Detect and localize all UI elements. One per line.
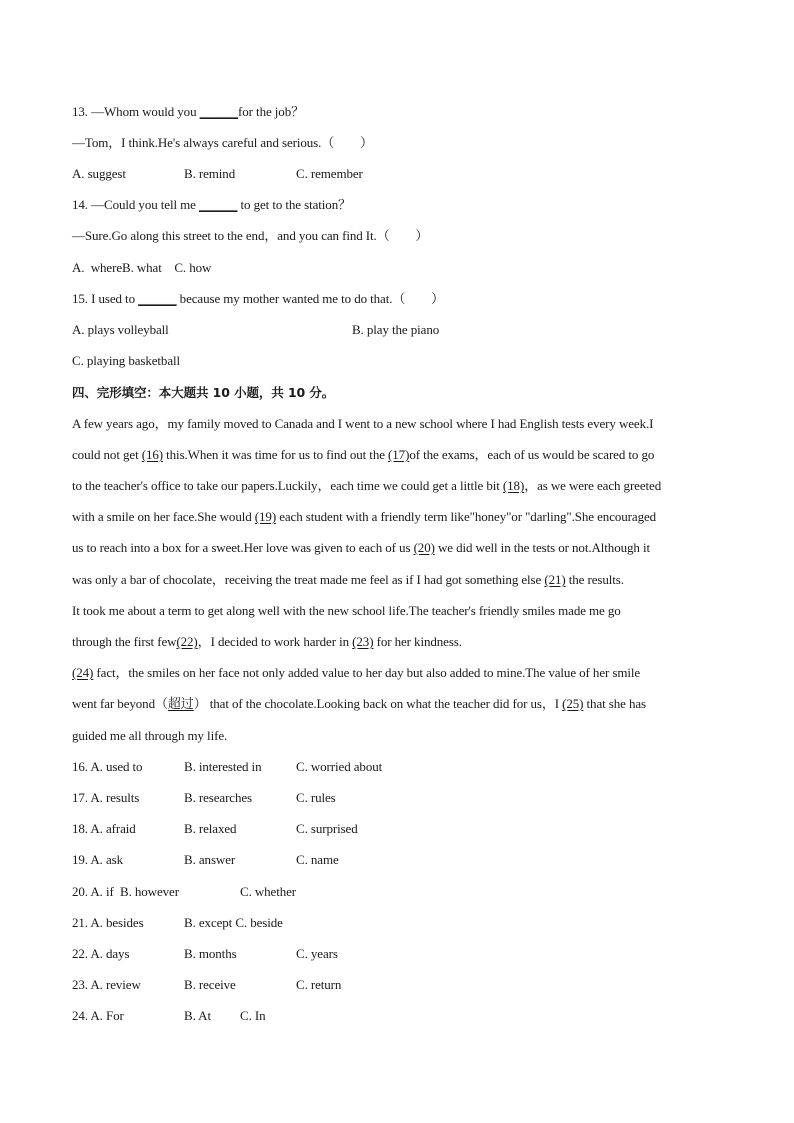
- q23-option-b: B. receive: [184, 977, 236, 992]
- blank-18: (18): [502, 478, 525, 493]
- blank-25: (25): [562, 696, 584, 711]
- q14-stem-end: to get to the station？: [237, 197, 351, 212]
- passage-text: ） that of the chocolate.Looking back on what the teacher did for us，I: [193, 696, 563, 711]
- blank-16: (16): [141, 447, 163, 462]
- passage-text: fact，the smiles on her face not only added value to her day but also added to mine.The value of her smile: [93, 665, 641, 680]
- q17-option-a: 17. A. results: [72, 790, 140, 805]
- q16-option-c: C. worried about: [296, 759, 383, 774]
- q15-option-c: C. playing basketball: [72, 353, 181, 368]
- passage-line: [72, 478, 661, 494]
- q13-stem-end: for the job？: [238, 104, 304, 119]
- passage-text: through the first few: [72, 634, 177, 649]
- passage-line: [72, 509, 656, 525]
- q22-option-c: C. years: [296, 946, 338, 961]
- q13-reply: —Tom，I think.He's always careful and serious.（ ）: [72, 135, 373, 150]
- gloss-chinese: 超过: [167, 696, 194, 711]
- blank-22: (22): [176, 634, 198, 649]
- passage-text: could not get: [72, 447, 142, 462]
- passage-line: [72, 447, 654, 463]
- passage-line: [72, 665, 640, 681]
- q24-option-a: 24. A. For: [72, 1008, 124, 1023]
- q15-stem-end: because my mother wanted me to do that.（ ）: [176, 291, 444, 306]
- q13-option-c: C. remember: [296, 166, 363, 181]
- q18-option-c: C. surprised: [296, 821, 358, 836]
- q14-stem-text: 14. —Could you tell me: [72, 197, 199, 212]
- q18-option-b: B. relaxed: [184, 821, 237, 836]
- q14-reply: —Sure.Go along this street to the end，and you can find It.（ ）: [72, 228, 429, 243]
- q19-option-b: B. answer: [184, 852, 236, 867]
- q13-blank: ______: [199, 104, 239, 119]
- q19-option-c: C. name: [296, 852, 339, 867]
- q21-option-bc: B. except C. beside: [184, 915, 283, 930]
- q15-option-b: B. play the piano: [352, 322, 440, 337]
- passage-text: went far beyond（: [72, 696, 168, 711]
- passage-line: [72, 572, 624, 588]
- q24-option-b: B. At: [184, 1008, 211, 1023]
- passage-text: we did well in the tests or not.Although it: [434, 540, 650, 555]
- passage-line: [72, 696, 646, 712]
- q15-blank: ______: [138, 291, 177, 306]
- q19-option-a: 19. A. ask: [72, 852, 124, 867]
- q20-option-c: C. whether: [240, 884, 297, 899]
- q18-option-a: 18. A. afraid: [72, 821, 136, 836]
- q17-option-b: B. researches: [184, 790, 252, 805]
- passage-line: A few years ago，my family moved to Canada and I went to a new school where I had English tests every week.I: [72, 416, 654, 431]
- passage-line: guided me all through my life.: [72, 728, 228, 743]
- q15-stem: [72, 291, 444, 307]
- blank-23: (23): [352, 634, 374, 649]
- q14-options: A. whereB. what C. how: [72, 260, 212, 275]
- q14-stem: [72, 197, 351, 213]
- q20-option-ab: 20. A. if B. however: [72, 884, 179, 899]
- q15-stem-text: 15. I used to: [72, 291, 139, 306]
- q14-blank: ______: [198, 197, 238, 212]
- q16-option-a: 16. A. used to: [72, 759, 143, 774]
- passage-text: with a smile on her face.She would: [72, 509, 255, 524]
- q22-option-a: 22. A. days: [72, 946, 130, 961]
- passage-line: It took me about a term to get along well with the new school life.The teacher's friendly smiles made me go: [72, 603, 621, 618]
- blank-19: (19): [254, 509, 277, 524]
- blank-17: (17): [388, 447, 410, 462]
- blank-24: (24): [72, 665, 94, 680]
- passage-text: this.When it was time for us to find out the: [163, 447, 389, 462]
- passage-text: of the exams，each of us would be scared to go: [409, 447, 655, 462]
- passage-line: [72, 540, 650, 556]
- q13-option-b: B. remind: [184, 166, 236, 181]
- q24-option-c: C. In: [240, 1008, 266, 1023]
- passage-text: the results.: [565, 572, 624, 587]
- section-heading: 四、完形填空：本大题共 10 小题，共 10 分。: [72, 385, 335, 400]
- blank-20: (20): [413, 540, 435, 555]
- q23-option-c: C. return: [296, 977, 342, 992]
- q15-option-a: A. plays volleyball: [72, 322, 169, 337]
- q16-option-b: B. interested in: [184, 759, 262, 774]
- q21-option-a: 21. A. besides: [72, 915, 144, 930]
- passage-text: was only a bar of chocolate，receiving the treat made me feel as if I had got something else: [72, 572, 545, 587]
- q23-option-a: 23. A. review: [72, 977, 141, 992]
- q13-stem: [72, 104, 304, 120]
- passage-text: us to reach into a box for a sweet.Her love was given to each of us: [72, 540, 414, 555]
- passage-text: ，as we were each greeted: [524, 478, 662, 493]
- q13-stem-text: 13. —Whom would you: [72, 104, 200, 119]
- passage-text: ，I decided to work harder in: [197, 634, 353, 649]
- passage-text: that she has: [583, 696, 646, 711]
- blank-21: (21): [544, 572, 566, 587]
- q22-option-b: B. months: [184, 946, 237, 961]
- passage-line: [72, 634, 462, 650]
- passage-text: each student with a friendly term like"honey"or "darling".She encouraged: [276, 509, 657, 524]
- passage-text: to the teacher's office to take our papers.Luckily，each time we could get a little bit: [72, 478, 503, 493]
- q17-option-c: C. rules: [296, 790, 336, 805]
- passage-text: for her kindness.: [373, 634, 462, 649]
- q13-option-a: A. suggest: [72, 166, 126, 181]
